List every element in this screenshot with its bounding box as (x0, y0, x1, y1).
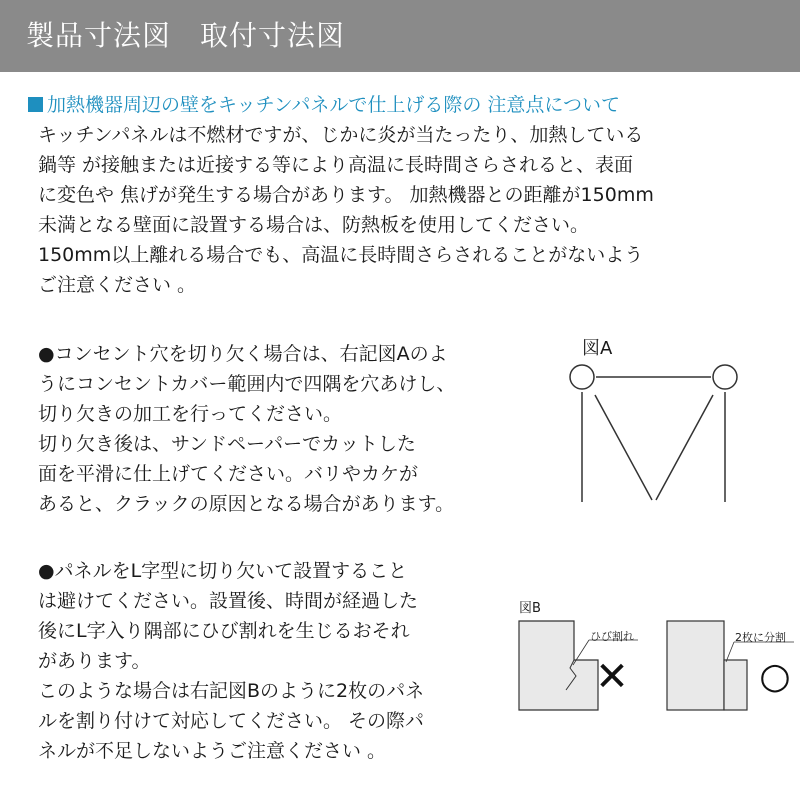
notice-title (28, 90, 788, 117)
correct-mark-icon: ○ (759, 656, 791, 697)
wrong-mark-icon: ✕ (595, 654, 629, 700)
lshape-line: ルを割り付けて対応してください。 その際パ (38, 710, 425, 732)
figure-b-l-shape-diagram (515, 595, 800, 725)
square-bullet-icon (28, 97, 43, 112)
notice-line: キッチンパネルは不燃材ですが、じかに炎が当たったり、加熱している (38, 124, 644, 146)
figure-b-label: 図B (519, 601, 541, 616)
notice-title-text: 加熱機器周辺の壁をキッチンパネルで仕上げる際の 注意点について (47, 94, 621, 116)
figure-a-outlet-cutout-diagram (560, 330, 760, 520)
notice-line: ご注意ください 。 (38, 274, 197, 296)
figure-a-label: 図A (582, 338, 613, 359)
page-header (0, 0, 800, 72)
lshape-line: ネルが不足しないようご注意ください 。 (38, 740, 387, 762)
notice-line: 未満となる壁面に設置する場合は、防熱板を使用してください。 (38, 214, 590, 236)
outlet-line: うにコンセントカバー範囲内で四隅を穴あけし、 (38, 373, 456, 395)
split-label: 2枚に分割 (735, 631, 786, 644)
notice-line: に変色や 焦げが発生する場合があります。 加熱機器との距離が150mm (38, 184, 654, 206)
outlet-line: 切り欠き後は、サンドペーパーでカットした (38, 433, 416, 455)
lshape-line: 後にL字入り隅部にひび割れを生じるおそれ (38, 620, 410, 642)
notice-body (38, 120, 778, 300)
lshape-line: は避けてください。設置後、時間が経過した (38, 590, 419, 612)
lshape-line: ●パネルをL字型に切り欠いて設置すること (38, 560, 408, 582)
l-shape-instructions (38, 556, 518, 766)
crack-label: ひび割れ (590, 630, 634, 643)
outlet-cutout-instructions (38, 339, 538, 519)
outlet-line: ●コンセント穴を切り欠く場合は、右記図Aのよ (38, 343, 448, 365)
outlet-line: あると、クラックの原因となる場合があります。 (38, 493, 455, 515)
lshape-line: このような場合は右記図Bのように2枚のパネ (38, 680, 425, 702)
lshape-line: があります。 (38, 650, 151, 672)
notice-line: 150mm以上離れる場合でも、高温に長時間さらされることがないよう (38, 244, 644, 266)
header-title: 製品寸法図 取付寸法図 (26, 19, 346, 52)
notice-line: 鍋等 が接触または近接する等により高温に長時間さらされると、表面 (38, 154, 634, 176)
outlet-line: 面を平滑に仕上げてください。バリやカケが (38, 463, 419, 485)
outlet-line: 切り欠きの加工を行ってください。 (38, 403, 343, 425)
